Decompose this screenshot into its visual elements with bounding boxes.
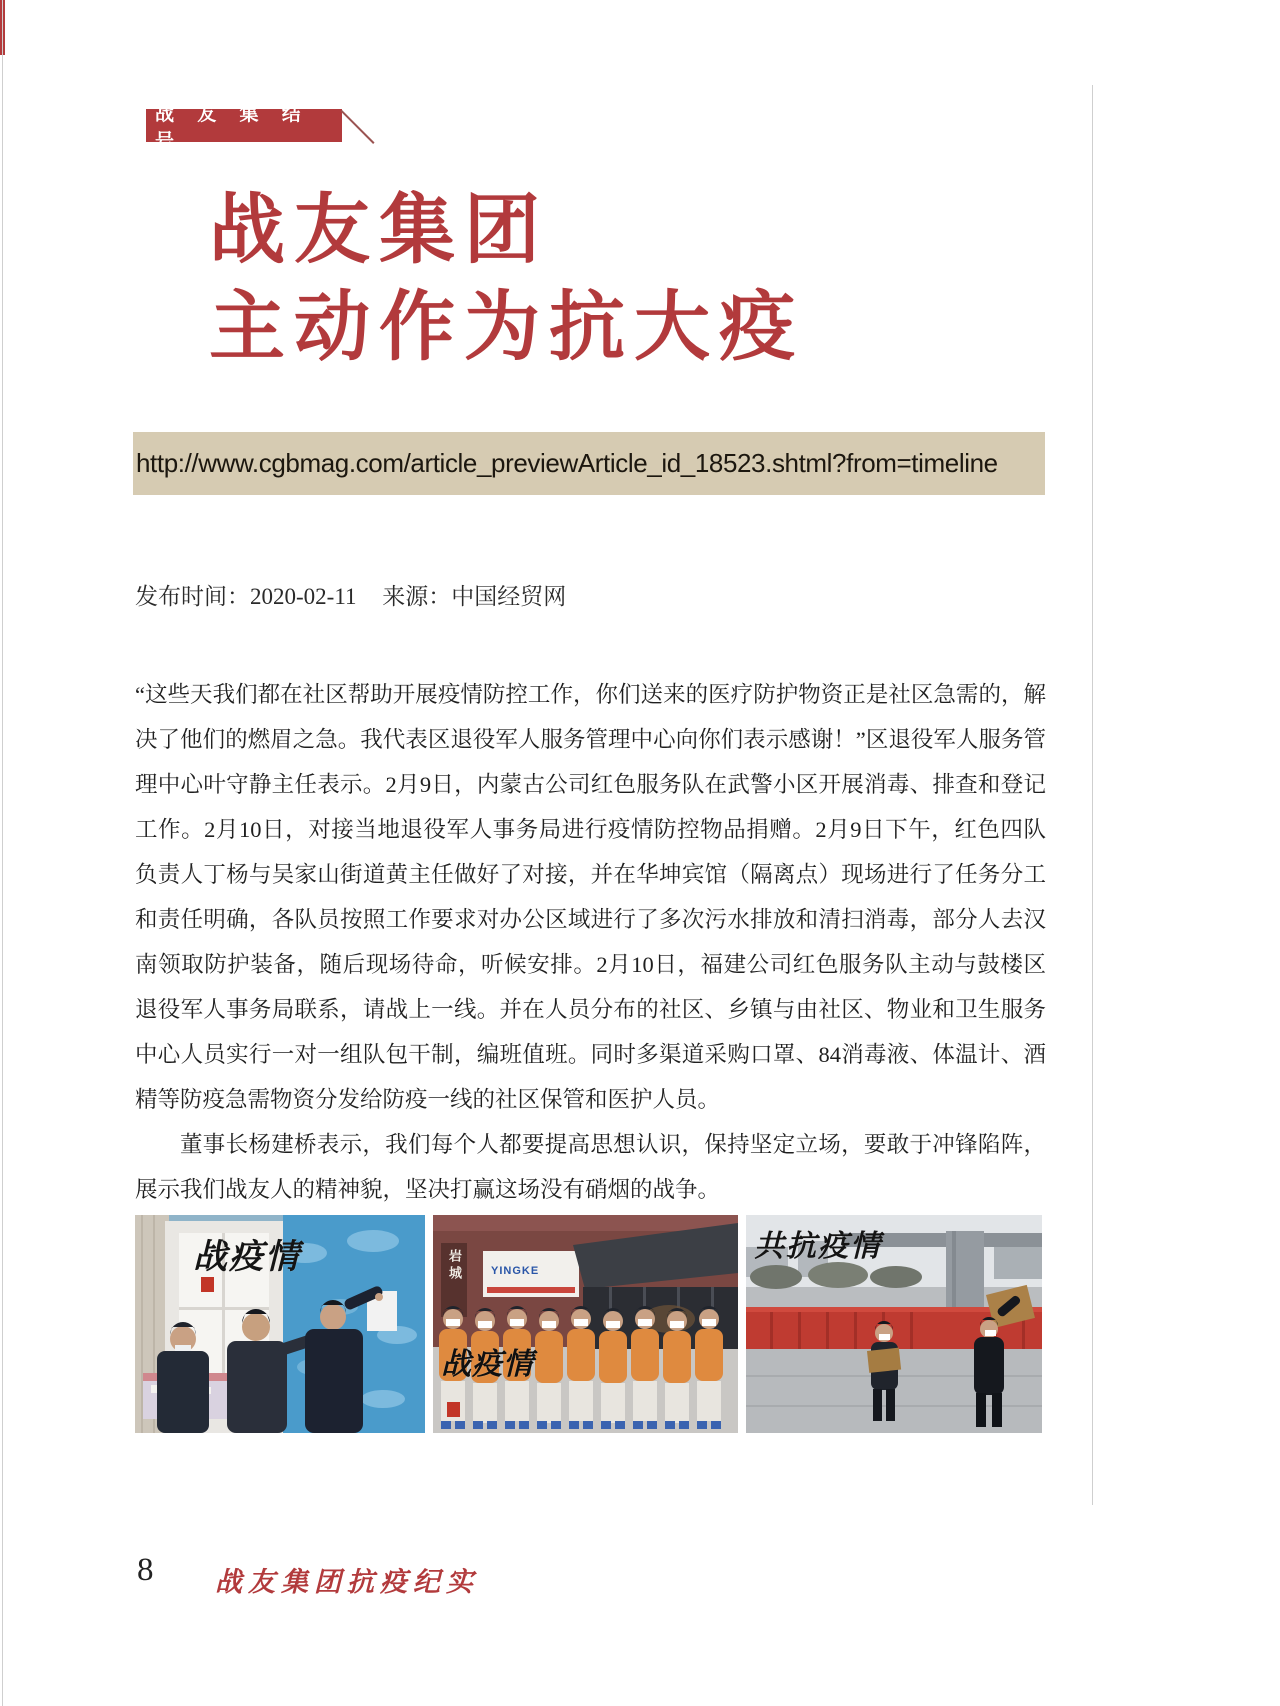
right-page-rule [1092,85,1093,1505]
published-date: 2020-02-11 [250,584,357,609]
footer-title: 战友集团抗疫纪实 [215,1567,479,1598]
photo-protective-suit-team [433,1215,738,1433]
photo-calligraphy-overlay: 战疫情 [193,1237,301,1277]
seal-stamp [201,1277,214,1292]
photo-calligraphy-overlay: 战疫情 [441,1347,534,1382]
article-body [135,672,1046,1212]
page-number: 8 [137,1552,154,1588]
source-label: 来源： [382,584,452,609]
photo-row [135,1215,1046,1433]
section-badge [146,103,342,152]
photo-illustration [433,1215,738,1433]
section-badge-tail [341,110,375,144]
seal-stamp [447,1402,460,1417]
article-title-line2: 主动作为抗大疫 [209,285,804,370]
article-url: http://www.cgbmag.com/article_previewArticle_id_18523.shtml?from=timeline [136,448,998,478]
section-badge-label: 战 友 集 结 号 [155,103,310,152]
article-title-line1: 战友集团 [209,188,549,273]
published-label: 发布时间： [135,584,250,609]
paragraph: 董事长杨建桥表示，我们每个人都要提高思想认识，保持坚定立场，要敢于冲锋陷阵，展示我们战友人的精神貌，坚决打赢这场没有硝烟的战争。 [135,1132,1046,1202]
source-name: 中国经贸网 [451,584,567,609]
paragraph: “这些天我们都在社区帮助开展疫情防控工作，你们送来的医疗防护物资正是社区急需的，解决了他们的燃眉之急。我代表区退役军人服务管理中心向你们表示感谢！”区退役军人服务管理中心叶守静主任表示。2月9日，内蒙古公司红色服务队在武警小区开展消毒、排查和登记工作。2月10日，对接当地退役军人事务局进行疫情防控物品捐赠。2月9日下午，红色四队负责人丁杨与吴家山街道黄主任做好了对接，并在华坤宾馆（隔离点）现场进行了任务分工和责任明确，各队员按照工作要求对办公区域进行了多次污水排放和清扫消毒，部分人去汉南领取防护装备，随后现场待命，听候安排。2月10日，福建公司红色服务队主动与鼓楼区退役军人事务局联系，请战上一线。并在人员分布的社区、乡镇与由社区、物业和卫生服务中心人员实行一对一组队包干制，编班值班。同时多渠道采购口罩、84消毒液、体温计、酒精等防疫急需物资分发给防疫一线的社区保管和医护人员。 [135,682,1046,1112]
article-title [209,182,804,376]
article-meta [135,578,566,611]
article-url-bar [133,432,1045,495]
storefront-sign-text: YINGKE [491,1265,540,1277]
photo-calligraphy-overlay: 共抗疫情 [754,1229,882,1264]
side-sign-text: 岩城 [447,1249,462,1283]
left-page-rule [2,0,3,1706]
photo-supply-delivery [746,1215,1042,1433]
photo-community-registration [135,1215,425,1433]
